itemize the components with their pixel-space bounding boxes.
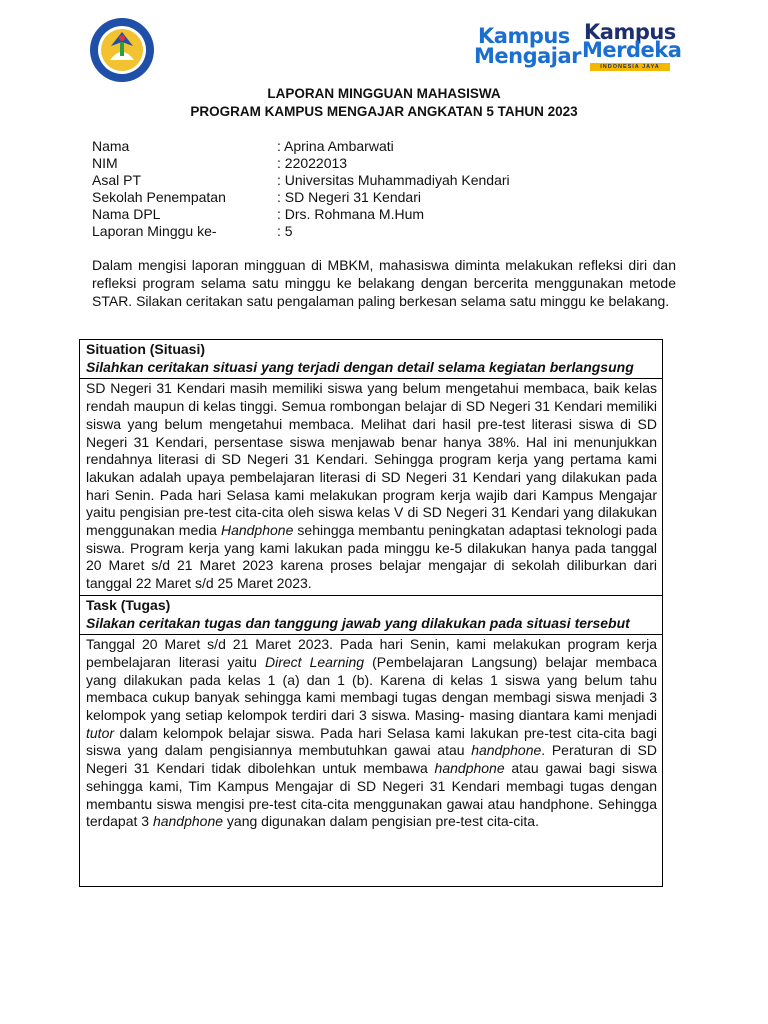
info-value: : Drs. Rohmana M.Hum [277, 206, 425, 222]
task-text: Tanggal 20 Maret s/d 21 Maret 2023. Pada hari Senin, kami melakukan program kerja pembelajaran literasi yaitu [86, 636, 657, 670]
intro-paragraph: Dalam mengisi laporan mingguan di MBKM, mahasiswa diminta melakukan refleksi diri dan refleksi program selama satu minggu ke belakang dengan bercerita menggunakan metode STAR. Silakan ceritakan satu pengalaman paling berkesan selama satu minggu ke belakang. [92, 257, 676, 309]
situation-body [80, 379, 662, 595]
info-label: NIM [92, 155, 118, 171]
info-label: Nama DPL [92, 206, 161, 222]
tut-wuri-handayani-logo [88, 16, 156, 84]
situation-text-end: sehingga membantu peningkatan adaptasi teknologi pada siswa. Program kerja yang kami lakukan pada minggu ke-5 dilakukan hanya pada tanggal 20 Maret s/d 21 Maret 2023 karena proses belajar mengajar di sekolah diliburkan dari tanggal 22 Maret s/d 25 Maret 2023. [86, 522, 657, 592]
report-title: LAPORAN MINGGUAN MAHASISWA [267, 86, 501, 101]
kampus-logos [474, 20, 682, 76]
situation-text-italic: Handphone [220, 522, 294, 539]
task-text-italic: tutor [86, 724, 115, 741]
info-value: : 5 [277, 223, 293, 239]
kampus-merdeka-logo-line1: Kampus [584, 20, 676, 44]
info-value: : 22022013 [277, 155, 348, 171]
task-text-italic: handphone [471, 742, 542, 759]
situation-text: SD Negeri 31 Kendari masih memiliki siswa yang belum mengetahui membaca, baik kelas rendah maupun di kelas tinggi. Semua rombongan belajar di SD Negeri 31 Kendari memiliki siswa yang belum mengetahui membaca. Melihat dari hasil pre-test literasi siswa di SD Negeri 31 Kendari, persentase siswa menjawab benar hanya 38%. Hal ini menunjukkan rendahnya literasi di SD Negeri 31 Kendari. Sehingga program kerja yang pertama kami lakukan adalah upaya pembelajaran literasi di SD Negeri 31 Kendari yang dilakukan pada hari Senin. Pada hari Selasa kami melakukan program kerja wajib dari Kampus Mengajar yaitu pengisian pre-test cita-cita oleh siswa kelas V di SD Negeri 31 Kendari yang dilakukan menggunakan media [86, 380, 657, 539]
task-text: atau gawai bagi siswa sehingga kami, Tim Kampus Mengajar di SD Negeri 31 Kendari membagi tugas dengan membantu siswa mengisi pre-test cita-cita menggunakan gawai atau handphone. Sehingga terdapat 3 [86, 760, 657, 830]
info-label: Asal PT [92, 172, 142, 188]
situation-header [80, 340, 662, 379]
task-text: . Peraturan di SD Negeri 31 Kendari tidak dibolehkan untuk membawa [86, 742, 657, 777]
task-body [80, 635, 662, 886]
star-table [79, 339, 663, 887]
kampus-merdeka-tagline: INDONESIA JAYA [590, 63, 670, 71]
task-text: yang digunakan dalam pengisian pre-test cita-cita. [223, 813, 539, 830]
info-value: : Aprina Ambarwati [277, 138, 394, 154]
task-text-italic: handphone [434, 760, 505, 777]
situation-subtitle: Silahkan ceritakan situasi yang terjadi dengan detail selama kegiatan berlangsung [86, 358, 634, 375]
kampus-merdeka-logo-line2: Merdeka [582, 38, 682, 62]
task-text-italic: Direct Learning [265, 653, 365, 670]
info-label: Nama [92, 138, 130, 154]
task-subtitle: Silakan ceritakan tugas dan tanggung jawab yang dilakukan pada situasi tersebut [86, 614, 630, 631]
situation-title: Situation (Situasi) [86, 341, 205, 357]
task-text: dalam kelompok belajar siswa. Pada hari Selasa kami lakukan pre-test cita-cita bagi siswa yang dalam pengisiannya membutuhkan gawai atau [86, 724, 657, 759]
task-title: Task (Tugas) [86, 596, 171, 613]
task-text: (Pembelajaran Langsung) belajar membaca yang dilakukan pada kelas 1 (a) dan 1 (b). Karena di kelas 1 siswa yang belum tahu membaca cukup banyak sehingga kami membagi tugas dengan membagi siswa menjadi 3 kelompok yang setiap kelompok terdiri dari 3 siswa. Masing- masing diantara kami menjadi [86, 653, 657, 724]
info-label: Laporan Minggu ke- [92, 223, 217, 239]
kampus-mengajar-logo-line2: Mengajar [474, 44, 582, 68]
task-text-italic: handphone [152, 813, 224, 830]
info-value: : Universitas Muhammadiyah Kendari [277, 172, 510, 188]
task-header [80, 596, 662, 635]
kampus-mengajar-logo-line1: Kampus [478, 24, 570, 48]
program-title: PROGRAM KAMPUS MENGAJAR ANGKATAN 5 TAHUN 2023 [190, 104, 578, 119]
info-value: : SD Negeri 31 Kendari [277, 189, 421, 205]
info-label: Sekolah Penempatan [92, 189, 226, 205]
